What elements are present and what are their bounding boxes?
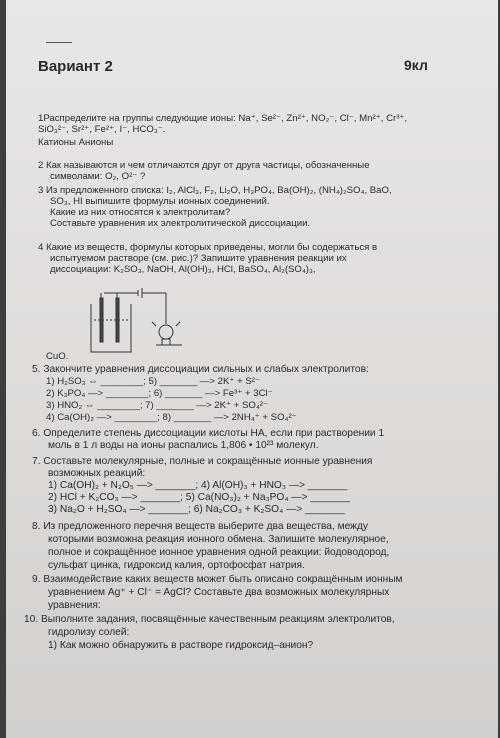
text-line-q10-c: 1) Как можно обнаружить в растворе гидроксид–анион? xyxy=(48,640,314,651)
text-line-q2-a: 2 Как называются и чем отличаются друг от друга частицы, обозначенные xyxy=(38,160,370,171)
text-line-q9-a: 9. Взаимодействие каких веществ может быть описано сокращённым ионным xyxy=(32,574,403,585)
text-line-q5-b: 1) H₂SO₃ ⇔ ________; 5) _______ —> 2K⁺ + S²⁻ xyxy=(46,376,261,387)
text-line-q9-b: уравнением Ag⁺ + Cl⁻ = AgCl? Составьте два возможных молекулярных xyxy=(48,587,390,598)
text-line-q1-a: 1Распределите на группы следующие ионы: Na⁺, Se²⁻, Zn²⁺, NO₂⁻, Cl⁻, Mn²⁺, Cr³⁺, xyxy=(38,113,408,124)
text-line-q5-e: 4) Ca(OH)₂ —> ________; 8) _______ —> 2NH₄⁺ + SO₄²⁻ xyxy=(46,412,297,423)
text-line-q4-a: 4 Какие из веществ, формулы которых приведены, могли бы содержаться в xyxy=(38,242,378,253)
text-line-q9-c: уравнения: xyxy=(48,600,101,611)
text-line-q5-d: 3) HNO₂ ⇔ ________; 7) _______ —> 2K⁺ + SO₄²⁻ xyxy=(46,400,269,411)
text-line-q5-a: 5. Закончите уравнения диссоциации сильных и слабых электролитов: xyxy=(32,364,369,375)
text-line-q8-d: сульфат цинка, гидроксид калия, ортофосфат натрия. xyxy=(48,560,305,571)
text-line-q3-a: 3 Из предложенного списка: I₂, AlCl₃, F₂, Li₂O, H₃PO₄, Ba(OH)₂, (NH₄)₂SO₄, BaO, xyxy=(38,185,392,196)
text-line-q2-b: символами: O₂, O²⁻ ? xyxy=(50,171,146,182)
text-line-q7-d: 2) HCl + K₂CO₃ —> _______; 5) Ca(NO₃)₂ + Na₃PO₄ —> _______ xyxy=(48,492,350,503)
grade-label: 9кл xyxy=(404,57,428,73)
text-line-q8-a: 8. Из предложенного перечня веществ выберите два вещества, между xyxy=(32,521,369,532)
conductivity-apparatus-figure xyxy=(86,286,196,356)
text-line-q4-b: испытуемом растворе (см. рис.)? Запишите уравнения реакции их xyxy=(50,253,347,264)
text-line-q7-a: 7. Составьте молекулярные, полные и сокращённые ионные уравнения xyxy=(32,456,373,467)
text-line-q3-d: Составьте уравнения их электролитической диссоциации. xyxy=(50,218,311,229)
text-line-q7-b: возможных реакций: xyxy=(48,468,146,479)
beaker-icon xyxy=(91,293,131,352)
text-line-q5-c: 2) K₃PO₄ —> ________; 6) _______ —> Fe³⁺ + 3Cl⁻ xyxy=(46,388,273,399)
text-line-q8-b: которыми возможна реакция ионного обмена. Запишите молекулярное, xyxy=(48,534,389,545)
text-line-q4-c: диссоциации: K₂SO₃, NaOH, Al(OH)₃, HCl, BaSO₄, Al₂(SO₄)₃, xyxy=(50,264,316,275)
worksheet xyxy=(6,0,498,738)
text-line-q3-c: Какие из них относятся к электролитам? xyxy=(50,207,231,218)
text-line-q8-c: полное и сокращённое ионное уравнения одной реакции: йодоводород, xyxy=(48,547,390,558)
text-line-q3-b: SO₃, HI выпишите формулы ионных соединений. xyxy=(50,196,270,207)
text-line-q6-a: 6. Определите степень диссоциации кислоты HA, если при растворении 1 xyxy=(32,428,385,439)
pen-mark xyxy=(46,42,72,43)
text-line-q4-d: CuO. xyxy=(46,351,69,362)
light-bulb-icon xyxy=(152,293,182,345)
text-line-q7-e: 3) Na₂O + H₂SO₄ —> _______; 6) Na₂CO₃ + K₂SO₄ —> _______ xyxy=(48,504,345,515)
text-line-q1-c: Катионы Анионы xyxy=(38,137,114,148)
text-line-q10-a: 10. Выполните задания, посвящённые качественным реакциям электролитов, xyxy=(24,614,395,625)
text-line-q1-b: SiO₃²⁻, Sr²⁺, Fe²⁺, I⁻, HCO₃⁻. xyxy=(38,124,166,135)
text-line-q6-b: моль в 1 л воды на ионы распались 1,806 • 10²³ молекул. xyxy=(48,440,319,451)
variant-title: Вариант 2 xyxy=(38,58,113,75)
text-line-q7-c: 1) Ca(OH)₂ + N₂O₅ —> _______; 4) Al(OH)₃ + HNO₃ —> _______ xyxy=(48,480,348,491)
power-source-icon xyxy=(104,288,166,298)
text-line-q10-b: гидролизу солей: xyxy=(48,627,130,638)
